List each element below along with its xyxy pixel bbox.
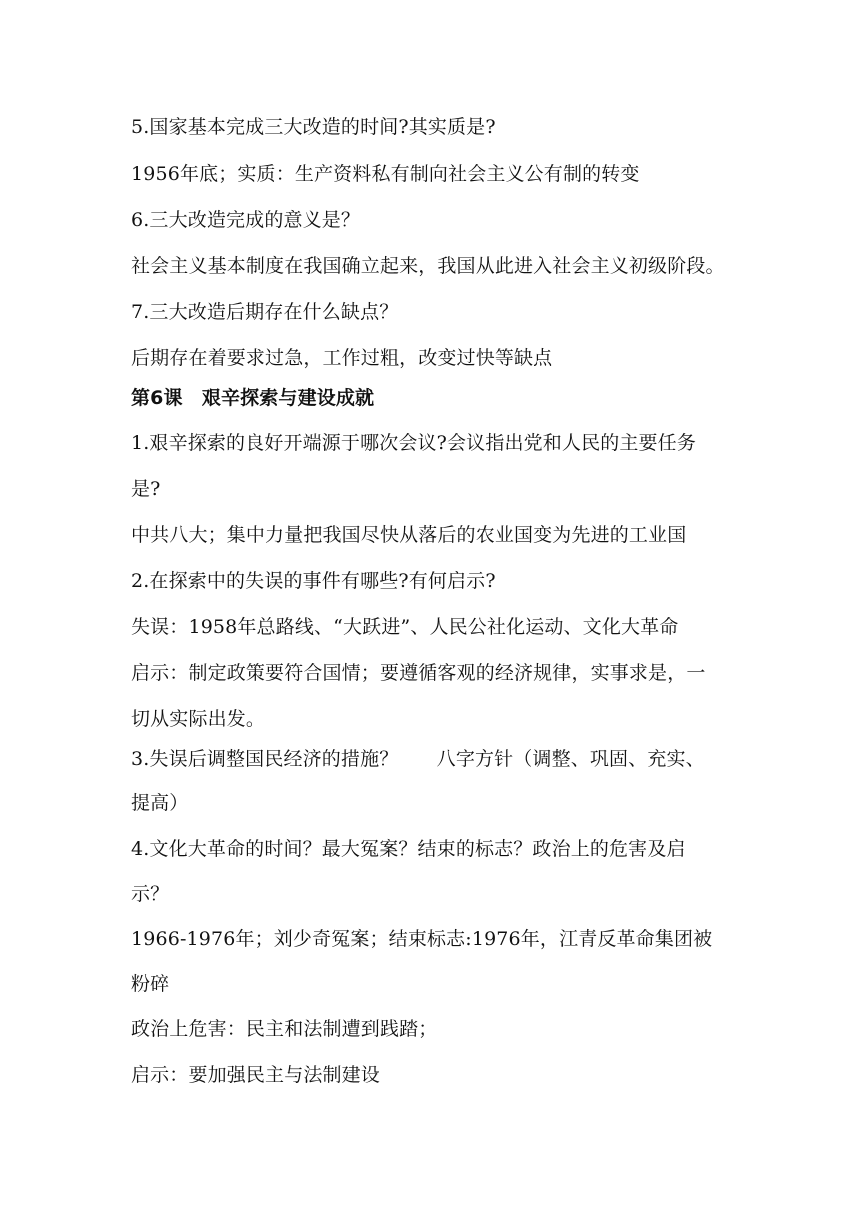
lesson-answer-2-mistakes: 失误：1958年总路线、“大跃进”、人民公社化运动、文化大革命 xyxy=(131,616,679,638)
question-6: 6.三大改造完成的意义是？ xyxy=(131,209,361,231)
lesson-question-3-continued: 提高） xyxy=(131,792,189,814)
lesson-answer-2-lessons: 启示：制定政策要符合国情；要遵循客观的经济规律，实事求是，一 xyxy=(131,662,706,684)
lesson-answer-2-lessons-continued: 切从实际出发。 xyxy=(131,708,266,730)
lesson-answer-4: 1966-1976年；刘少奇冤案；结束标志:1976年，江青反革命集团被 xyxy=(131,928,713,950)
answer-6: 社会主义基本制度在我国确立起来，我国从此进入社会主义初级阶段。 xyxy=(131,255,725,277)
lesson-answer-1: 中共八大；集中力量把我国尽快从落后的农业国变为先进的工业国 xyxy=(131,524,687,546)
lesson-question-4-continued: 示？ xyxy=(131,883,170,905)
lesson-answer-4-lesson: 启示：要加强民主与法制建设 xyxy=(131,1064,380,1086)
lesson-heading: 第6课 艰辛探索与建设成就 xyxy=(131,387,375,409)
answer-7: 后期存在着要求过急，工作过粗，改变过快等缺点 xyxy=(131,347,553,369)
answer-5: 1956年底；实质：生产资料私有制向社会主义公有制的转变 xyxy=(131,163,640,185)
lesson-answer-4-political-harm: 政治上危害：民主和法制遭到践踏； xyxy=(131,1018,438,1040)
lesson-question-2: 2.在探索中的失误的事件有哪些?有何启示? xyxy=(131,570,496,592)
lesson-question-4: 4.文化大革命的时间？最大冤案？结束的标志？政治上的危害及启 xyxy=(131,838,686,860)
question-5: 5.国家基本完成三大改造的时间?其实质是? xyxy=(131,116,496,138)
lesson-answer-4-continued: 粉碎 xyxy=(131,973,170,995)
question-7: 7.三大改造后期存在什么缺点？ xyxy=(131,301,399,323)
lesson-question-1: 1.艰辛探索的良好开端源于哪次会议?会议指出党和人民的主要任务 xyxy=(131,432,696,454)
lesson-question-3: 3.失误后调整国民经济的措施？ 八字方针（调整、巩固、充实、 xyxy=(131,748,705,770)
lesson-question-1-continued: 是? xyxy=(131,478,161,500)
